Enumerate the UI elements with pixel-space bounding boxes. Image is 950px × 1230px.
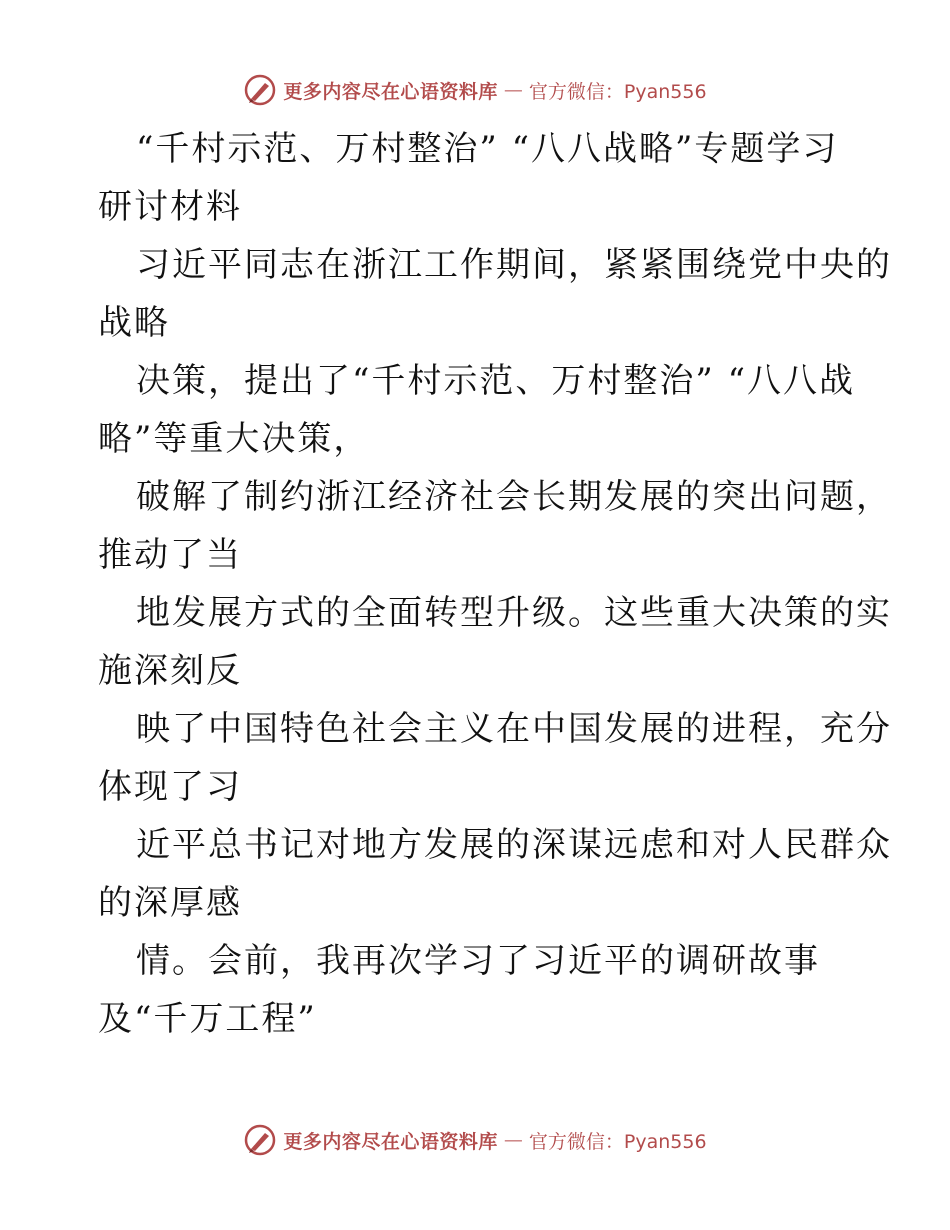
text-line: 体现了习 <box>98 767 242 807</box>
text-line: 及“千万工程” <box>98 999 317 1039</box>
text-line: 施深刻反 <box>98 651 242 691</box>
footer-banner <box>0 1120 950 1160</box>
text-line: 映了中国特色社会主义在中国发展的进程，充分 <box>136 709 892 749</box>
banner-wechat: 官方微信：Pyan556 <box>528 1130 707 1153</box>
banner-separator: — <box>503 79 523 101</box>
banner-title: 更多内容尽在心语资料库 <box>283 80 498 103</box>
text-line: 决策，提出了“千村示范、万村整治” “八八战 <box>136 361 855 401</box>
text-line: 情。会前，我再次学习了习近平的调研故事 <box>136 941 820 981</box>
text-line: 研讨材料 <box>98 187 242 227</box>
banner-title: 更多内容尽在心语资料库 <box>283 1130 498 1153</box>
document-body <box>98 120 892 1048</box>
text-line: 破解了制约浙江经济社会长期发展的突出问题， <box>136 477 892 517</box>
pen-circle-logo-icon <box>243 1123 277 1157</box>
text-line: 近平总书记对地方发展的深谋远虑和对人民群众 <box>136 825 892 865</box>
banner-wechat: 官方微信：Pyan556 <box>528 80 707 103</box>
text-line: “千村示范、万村整治” “八八战略”专题学习 <box>136 129 839 169</box>
banner-separator: — <box>503 1129 523 1151</box>
text-line: 地发展方式的全面转型升级。这些重大决策的实 <box>136 593 892 633</box>
pen-circle-logo-icon <box>243 73 277 107</box>
text-line: 习近平同志在浙江工作期间，紧紧围绕党中央的 <box>136 245 892 285</box>
text-line: 的深厚感 <box>98 883 242 923</box>
text-line: 战略 <box>98 303 170 343</box>
text-line: 推动了当 <box>98 535 242 575</box>
header-banner <box>0 70 950 110</box>
text-line: 略”等重大决策， <box>98 419 370 459</box>
